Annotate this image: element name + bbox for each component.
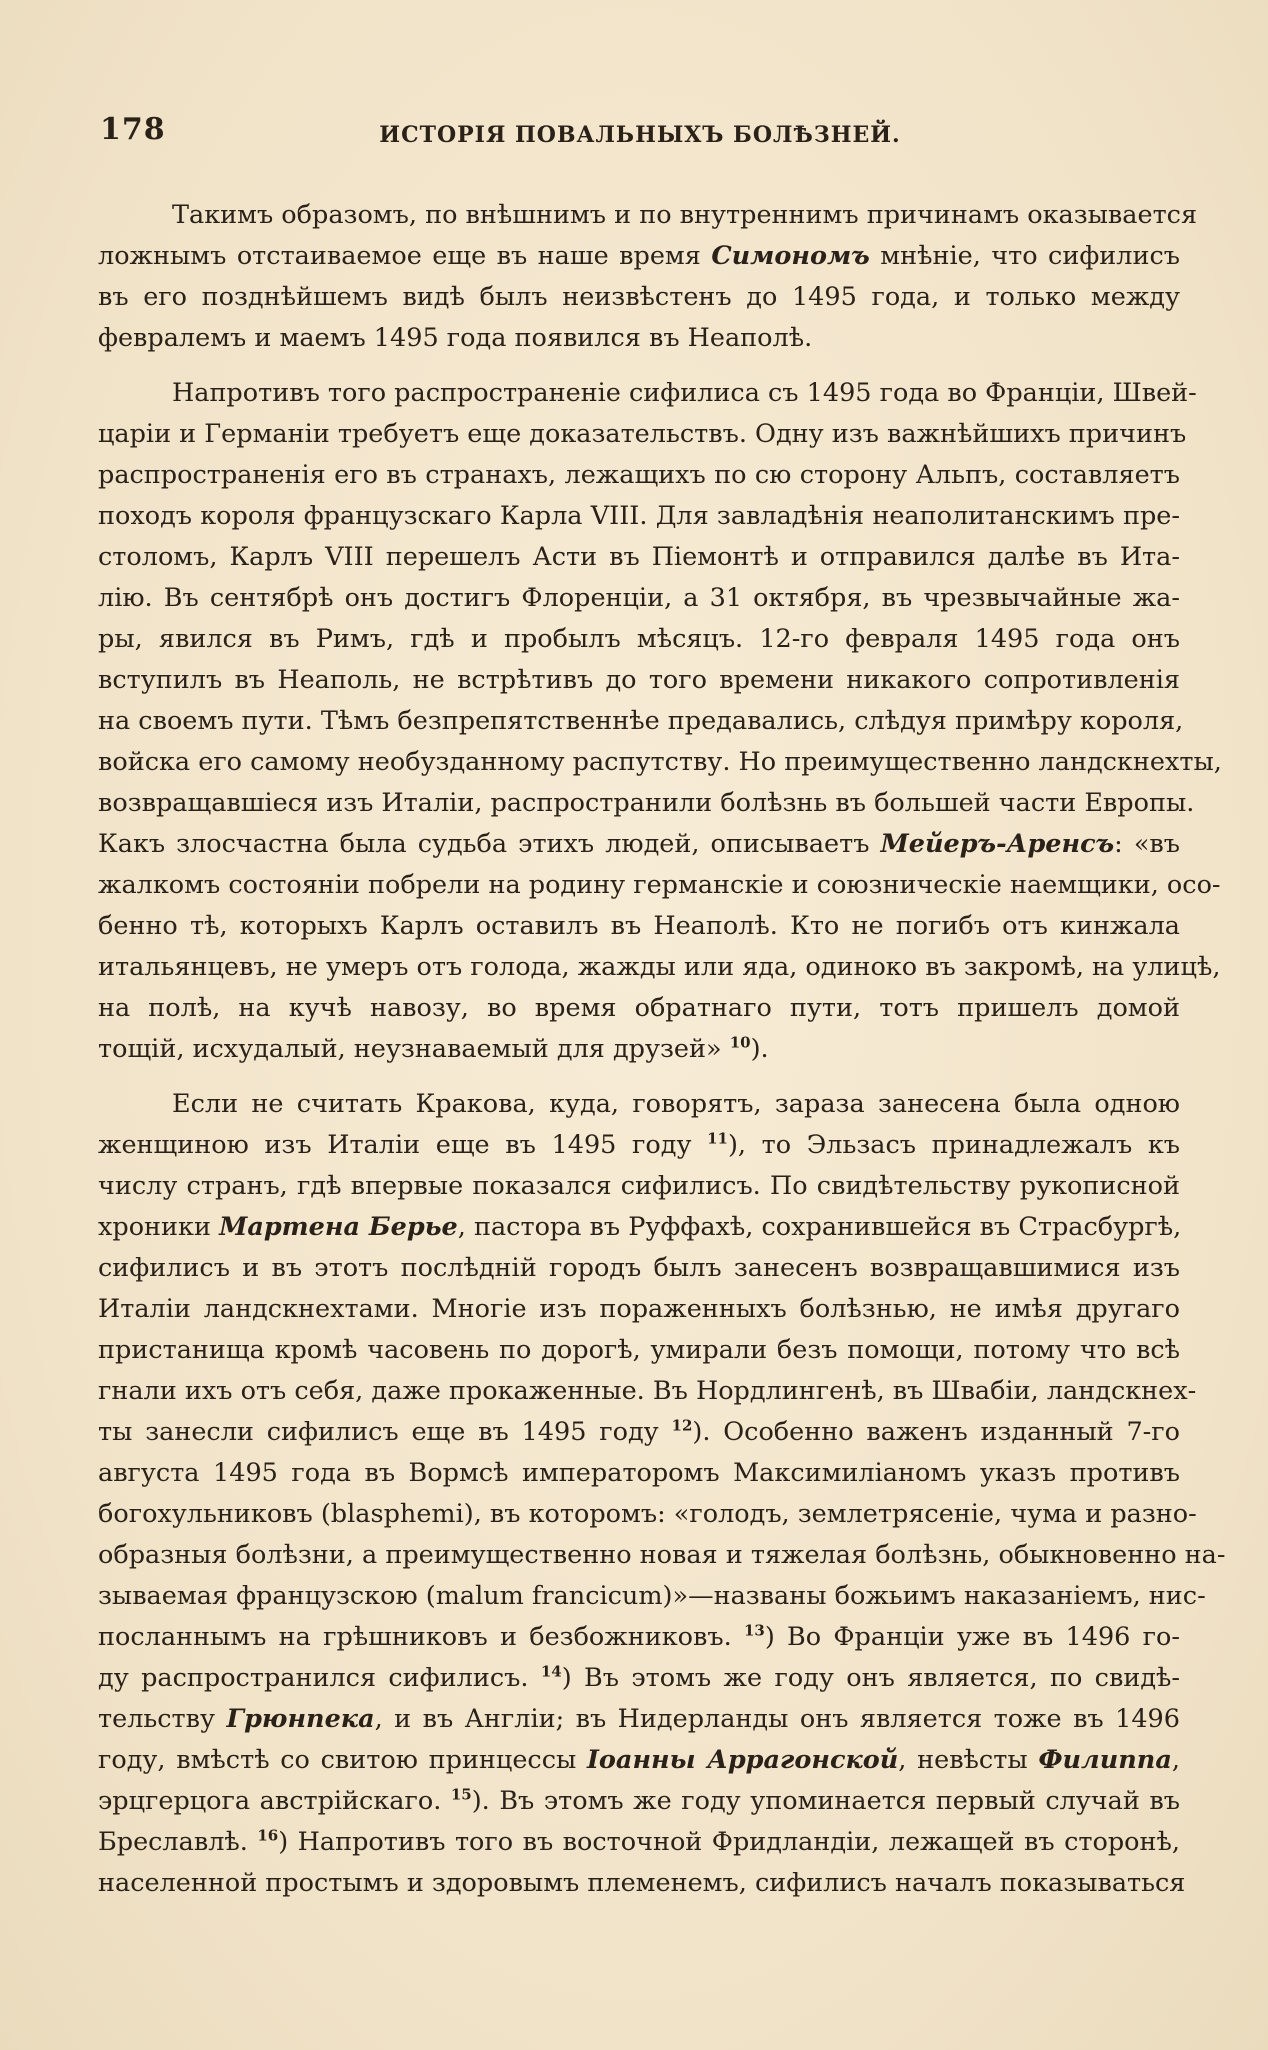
text-line: столомъ, Карлъ VIII перешелъ Асти въ Піемонтѣ и отправился далѣе въ Ита-	[98, 542, 1180, 572]
text-line: богохульниковъ (blasphemi), въ которомъ: «голодъ, землетрясеніе, чума и разно-	[98, 1499, 1197, 1529]
person-name: Мартена Берье	[219, 1212, 458, 1242]
text-line: ры, явился въ Римъ, гдѣ и пробылъ мѣсяцъ. 12-го февраля 1495 года онъ	[98, 624, 1180, 654]
text-line: тельству Грюнпека, и въ Англіи; въ Нидерланды онъ является тоже въ 1496	[98, 1704, 1180, 1734]
text-line: ду распространился сифилисъ. $^{14}$) Въ этомъ же году онъ является, по свидѣ-	[98, 1662, 1181, 1693]
text-line: жалкомъ состояніи побрели на родину германскіе и союзническіе наемщики, осо-	[98, 870, 1221, 900]
text-line: Если не считать Кракова, куда, говорятъ, зараза занесена была одною	[172, 1089, 1180, 1119]
text-line: зываемая французскою (malum francicum)»—названы божьимъ наказаніемъ, нис-	[98, 1581, 1206, 1611]
text-line: образныя болѣзни, а преимущественно новая и тяжелая болѣзнь, обыкновенно на-	[98, 1540, 1226, 1570]
paragraph	[98, 195, 1198, 359]
person-name: Филиппа	[1038, 1745, 1172, 1775]
text-line: лію. Въ сентябрѣ онъ достигъ Флоренціи, а 31 октября, въ чрезвычайные жа-	[98, 583, 1180, 613]
text-line: женщиною изъ Италіи еще въ 1495 году $^{11}$), то Эльзасъ принадлежалъ къ	[98, 1129, 1181, 1160]
text-line: году, вмѣстѣ со свитою принцессы Іоанны Аррагонской, невѣсты Филиппа,	[98, 1745, 1180, 1775]
text-line: походъ короля французскаго Карла VIII. Для завладѣнія неаполитанскимъ пре-	[98, 501, 1180, 531]
text-line: пристанища кромѣ часовень по дорогѣ, умирали безъ помощи, потому что всѣ	[98, 1335, 1180, 1365]
text-line: Напротивъ того распространеніе сифилиса съ 1495 года во Франціи, Швей-	[172, 378, 1197, 408]
footnote-ref: 12	[671, 1416, 693, 1435]
page-header	[100, 112, 1180, 162]
text-line: вступилъ въ Неаполь, не встрѣтивъ до того времени никакого сопротивленія	[98, 665, 1180, 695]
text-line: распространенія его въ странахъ, лежащихъ по сю сторону Альпъ, составляетъ	[98, 460, 1180, 490]
text-line: тощій, исхудалый, неузнаваемый для друзей» $^{10}$).	[98, 1033, 769, 1064]
text-line: февралемъ и маемъ 1495 года появился въ Неаполѣ.	[98, 323, 813, 353]
footnote-ref: 11	[707, 1129, 728, 1148]
text-line: сифилисъ и въ этотъ послѣдній городъ былъ занесенъ возвращавшимися изъ	[98, 1253, 1180, 1283]
footnote-ref: 14	[540, 1662, 562, 1681]
text-line: бенно тѣ, которыхъ Карлъ оставилъ въ Неаполѣ. Кто не погибъ отъ кинжала	[98, 911, 1180, 941]
footnote-ref: 13	[743, 1621, 765, 1640]
paragraph	[98, 373, 1222, 1070]
running-title: ИСТОРІЯ ПОВАЛЬНЫХЪ БОЛѢЗНЕЙ.	[379, 122, 901, 148]
text-line: населенной простымъ и здоровымъ племенемъ, сифилисъ началъ показываться	[98, 1868, 1186, 1898]
text-line: эрцгерцога австрійскаго. $^{15}$). Въ этомъ же году упоминается первый случай въ	[98, 1785, 1180, 1816]
text-line: посланнымъ на грѣшниковъ и безбожниковъ. $^{13}$) Во Франціи уже въ 1496 го-	[98, 1621, 1180, 1652]
text-line: хроники Мартена Берье, пастора въ Руффахѣ, сохранившейся въ Страсбургѣ,	[98, 1212, 1182, 1242]
text-line: въ его позднѣйшемъ видѣ былъ неизвѣстенъ до 1495 года, и только между	[98, 282, 1180, 312]
text-line: на своемъ пути. Тѣмъ безпрепятственнѣе предавались, слѣдуя примѣру короля,	[98, 706, 1184, 736]
text-line: царіи и Германіи требуетъ еще доказательствъ. Одну изъ важнѣйшихъ причинъ	[98, 419, 1187, 449]
text-line: войска его самому необузданному распутству. Но преимущественно ландскнехты,	[98, 747, 1222, 777]
footnote-ref: 10	[729, 1033, 751, 1052]
person-name: Грюнпека	[226, 1704, 375, 1734]
footnote-ref: 15	[450, 1785, 472, 1804]
text-line: Бреславлѣ. $^{16}$) Напротивъ того въ восточной Фридландіи, лежащей въ сторонѣ,	[98, 1826, 1180, 1857]
text-line: числу странъ, гдѣ впервые показался сифилисъ. По свидѣтельству рукописной	[98, 1171, 1180, 1201]
text-line: ты занесли сифилисъ еще въ 1495 году $^{12}$). Особенно важенъ изданный 7-го	[98, 1416, 1181, 1447]
text-line: августа 1495 года въ Вормсѣ императоромъ Максимиліаномъ указъ противъ	[98, 1458, 1180, 1488]
text-line: ложнымъ отстаиваемое еще въ наше время Симономъ мнѣніе, что сифилисъ	[98, 241, 1180, 271]
text-line: гнали ихъ отъ себя, даже прокаженные. Въ Нордлингенѣ, въ Швабіи, ландскнех-	[98, 1376, 1197, 1406]
text-line: на полѣ, на кучѣ навозу, во время обратнаго пути, тотъ пришелъ домой	[98, 993, 1180, 1023]
body-text	[98, 195, 1226, 1918]
text-line: Какъ злосчастна была судьба этихъ людей, описываетъ Мейеръ-Аренсъ: «въ	[98, 829, 1180, 859]
text-line: итальянцевъ, не умеръ отъ голода, жажды или яда, одиноко въ закромѣ, на улицѣ,	[98, 952, 1221, 982]
person-name: Симономъ	[711, 241, 870, 271]
paragraph	[98, 1084, 1226, 1904]
text-line: Такимъ образомъ, по внѣшнимъ и по внутреннимъ причинамъ оказывается	[172, 200, 1198, 230]
person-name: Іоанны Аррагонской	[587, 1745, 899, 1775]
page-number: 178	[100, 112, 166, 147]
footnote-ref: 16	[257, 1826, 279, 1845]
person-name: Мейеръ-Аренсъ	[880, 829, 1115, 859]
text-line: возвращавшіеся изъ Италіи, распространили болѣзнь въ большей части Европы.	[98, 788, 1195, 818]
text-line: Италіи ландскнехтами. Многіе изъ пораженныхъ болѣзнью, не имѣя другаго	[98, 1294, 1180, 1324]
